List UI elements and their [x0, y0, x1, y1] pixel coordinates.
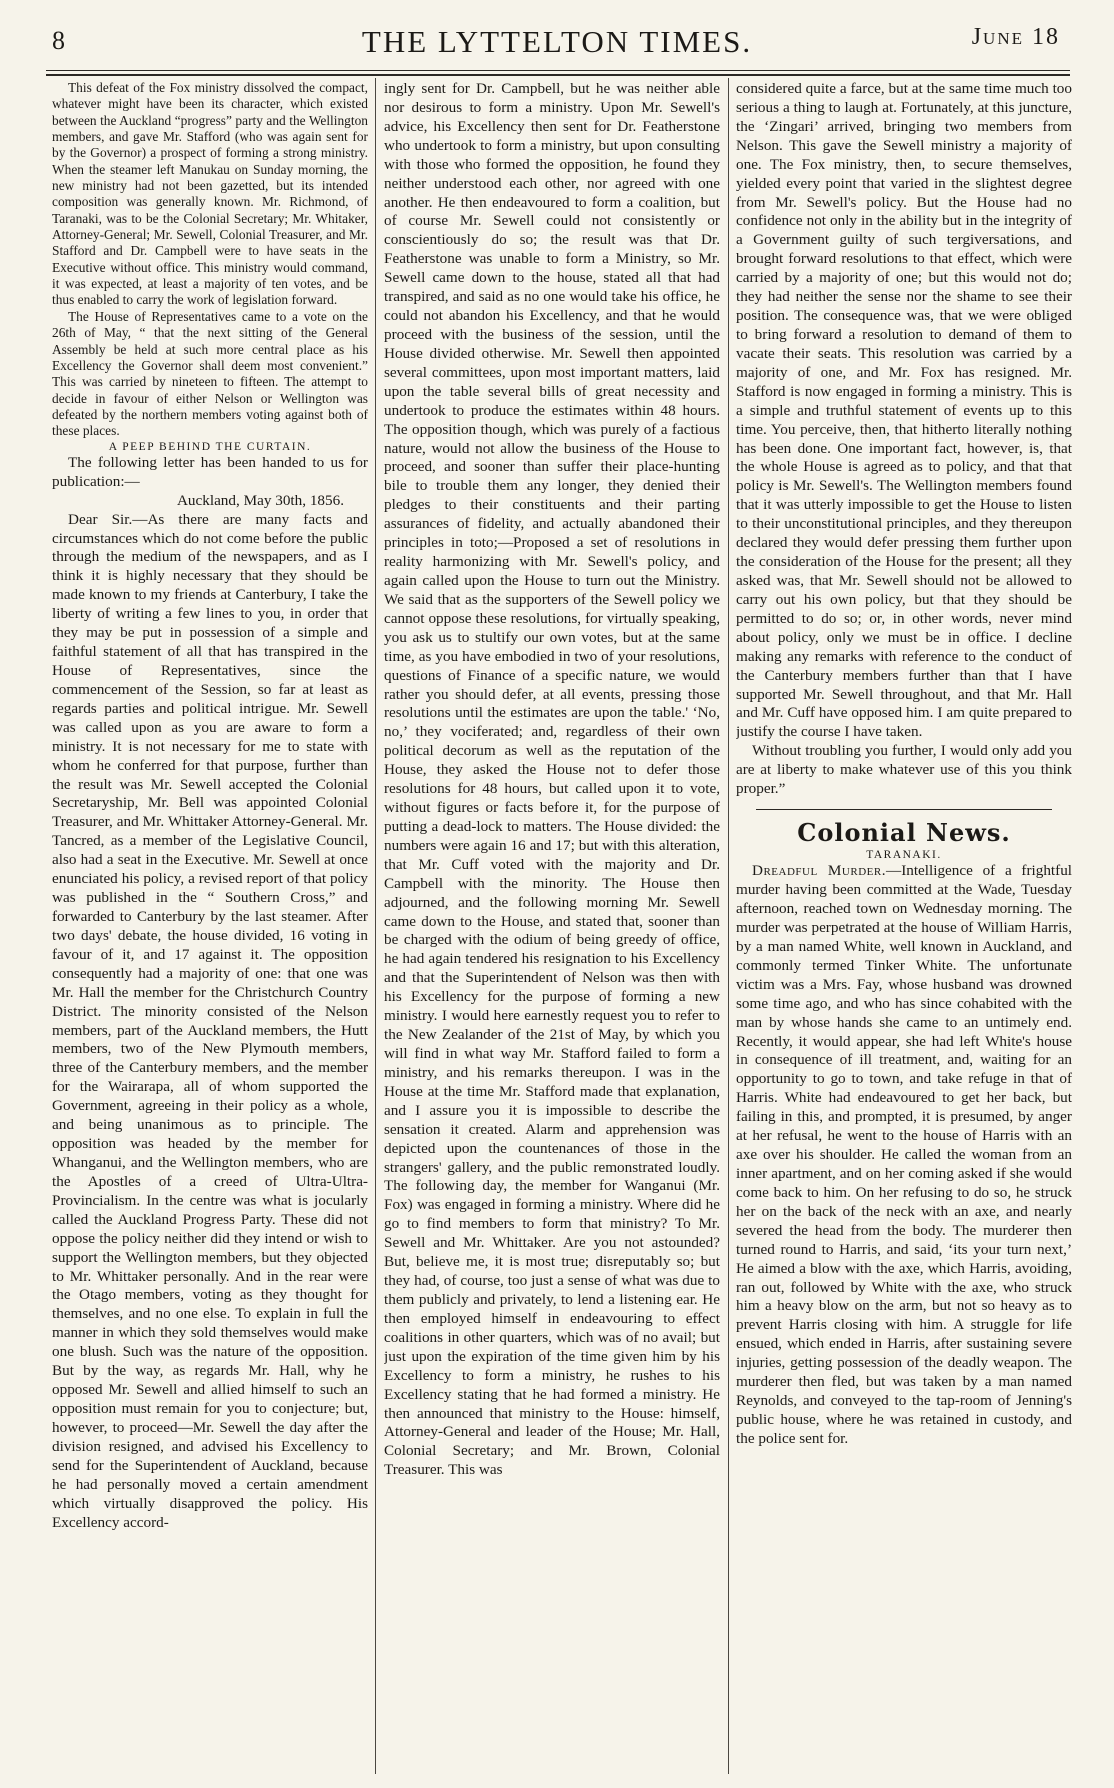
letter-continuation-2: considered quite a farce, but at the same time much too serious a thing to laugh at. Fortunately, at this juncture, the ‘Zingari’ arrived, bringing two members from Nelson. This gave the Sewell ministry a majority of one. The Fox ministry, then, to secure themselves, yielded every point that varied in the slightest degree from Mr. Sewell's policy. But the House had no confidence not only in the ability but in the integrity of a Government guilty of such tergiversations, and brought forward resolutions to that effect, which were carried by a majority of one; but this would not do; they had neither the sense nor the shame to see their position. The consequence was, that we were obliged to bring forward a resolution to demand of them to vacate their seats. This resolution was carried by a majority of one, and Mr. Fox has resigned. Mr. Stafford is now engaged in forming a ministry. This is a simple and truthful statement of events up to this time. You perceive, then, that hitherto literally nothing has been done. One important fact, however, is, that the whole House is agreed as to policy, and that that policy is Mr. Sewell's. The Wellington members found that it was utterly impossible to get the House to listen to their unconstitutional principles, and they thereupon declared they would defer pressing them further upon the consideration of the House for the present; all they asked was, that Mr. Sewell should not be allowed to carry out his own policy, but that they should be permitted to do so; or, in other words, never mind about policy, only we must be in office. I decline making any remarks with reference to the conduct of the Canterbury members further than that I have supported Mr. Sewell throughout, and that Mr. Hall and Mr. Cuff have opposed him. I am quite prepared to justify the course I have taken.	[736, 80, 1072, 741]
column-1	[52, 80, 368, 1774]
column-3	[736, 80, 1072, 1774]
page-number: 8	[52, 26, 65, 55]
letter-dateline: Auckland, May 30th, 1856.	[176, 491, 344, 509]
column-2	[384, 80, 720, 1774]
newspaper-title: THE LYTTELTON TIMES.	[361, 24, 753, 59]
political-news-paragraph-2: The House of Representatives came to a vote on the 26th of May, “ that the next sitting of the General Assembly be held at such more central place as his Excellency the Governor shall deem most convenient.” This was carried by nineteen to fifteen. The attempt to decide in favour of either Nelson or Wellington was defeated by the northern members voting against both of these places.	[52, 308, 368, 439]
header-rule-thin	[46, 70, 1070, 71]
letter-continuation: ingly sent for Dr. Campbell, but he was neither able nor desirous to form a ministry. Upon Mr. Sewell's advice, his Excellency then sent for Dr. Featherstone who undertook to form a ministry, but upon consulting with those who formed the opposition, he found they neither understood each other, nor agreed with one another. He then endeavoured to form a coalition, but of course Mr. Sewell could not consistently or conscientiously do so; the result was that Dr. Featherstone was unable to form a Ministry, so Mr. Sewell came down to the house, stated all that had transpired, and said as no one would take his office, he could not abandon his Excellency, and that he would proceed with the business of the session, until the House divided otherwise. Mr. Sewell then appointed several committees, upon most important matters, laid upon the table several bills of great necessity and undertook to produce the estimates within 48 hours. The opposition though, which was purely of a factious nature, would not allow the business of the House to proceed, and sooner than suffer their place-hunting bile to trouble them any longer, they denied their pledges to their constituents and their parting assurances of fidelity, and actually abandoned their principles in toto;—Proposed a set of resolutions in reality harmonizing with Mr. Sewell's policy, and again called upon the House to turn out the Ministry. We said that as the supporters of the Sewell policy we cannot oppose these resolutions, for virtually speaking, you ask us to stultify our own votes, but at the same time, as you have embodied in two of your resolutions, questions of Finance of a specific nature, we would rather you should defer, at all events, pressing those resolutions until the estimates are upon the table.' ‘No, no,’ they vociferated; and, regardless of their own political decorum as well as the reputation of the House, they asked the House not to defer those resolutions for 48 hours, but called upon it to vote, without figures or facts before it, for the purpose of putting a dead-lock to matters. The House divided: the numbers were again 16 and 17; but with this alteration, that Mr. Cuff voted with the majority and Dr. Campbell with the minority. The House then adjourned, and the following morning Mr. Sewell came down to the House, and stated that, sooner than be charged with the odium of being greedy of office, he had again tendered his resignation to his Excellency and that the Superintendent of Nelson was then with his Excellency for the purpose of forming a new ministry. I would here earnestly request you to refer to the New Zealander of the 21st of May, by which you will find in what way Mr. Stafford failed to form a ministry, and his remarks thereupon. I was in the House at the time Mr. Stafford made that explanation, and I assure you it is impossible to describe the sensation it created. Alarm and apprehension was depicted upon the countenances of those in the strangers' gallery, and the public remonstrated loudly. The following day, the member for Wanganui (Mr. Fox) was engaged in forming a ministry. Where did he go to find members to form that ministry? To Mr. Sewell and Mr. Whittaker. Are you not astounded? But, believe me, it is most true; disreputably so; but they had, of course, too just a sense of what was due to them publicly and privately, to lend a listening ear. He then employed himself in endeavouring to effect coalitions in other quarters, which was of no avail; but just upon the expiration of the time given him by his Excellency to form a ministry, he rushes to his Excellency stating that he had formed a ministry. He then announced that ministry to the House: himself, Attorney-General and leader of the House; Mr. Hall, Colonial Secretary; and Mr. Brown, Colonial Treasurer. This was	[384, 80, 720, 1479]
section-rule	[756, 809, 1052, 810]
section-heading: A PEEP BEHIND THE CURTAIN.	[108, 440, 312, 453]
murder-article	[736, 862, 1072, 1449]
column-divider-2	[728, 78, 729, 1774]
taranaki-subheading: TARANAKI.	[866, 848, 942, 861]
colonial-news-heading: Colonial News.	[797, 818, 1011, 848]
header-rule-thick	[46, 74, 1070, 76]
letter-closing: Without troubling you further, I would only add you are at liberty to make whatever use of this you think proper.”	[736, 742, 1072, 798]
letter-paragraph-1: Dear Sir.—As there are many facts and circumstances which do not come before the public through the medium of the newspapers, and as I think it is highly necessary that they should be made known to my friends at Canterbury, I take the liberty of writing a few lines to you, in order that they may be put in possession of a simple and faithful statement of all that has transpired in the House of Representatives, since the commencement of the Session, so far at least as regards parties and political intrigue. Mr. Sewell was called upon as you are aware to form a ministry. It is not necessary for me to state with whom he conferred for that purpose, further than the result was Mr. Sewell accepted the Colonial Secretaryship, Mr. Bell was appointed Colonial Treasurer, and Mr. Whittaker Attorney-General. Mr. Tancred, as a member of the Legislative Council, also had a seat in the Executive. Mr. Sewell at once enunciated his policy, a revised report of that policy was published in the “ Southern Cross,” and forwarded to Canterbury by the last steamer. After two days' debate, the house divided, 16 voting in favour of it, and 17 against it. The opposition consequently had a majority of one: that one was Mr. Hall the member for the Christchurch Country District. The minority consisted of the Nelson members, part of the Auckland members, the Hutt members, two of the New Plymouth members, three of the Canterbury members, and the member for the Wairarapa, all of whom supported the Government, agreeing in their policy as a whole, and being unanimous as to principle. The opposition was headed by the member for Whanganui, and the Wellington members, who are the Apostles of a creed of Ultra-Ultra-Provincialism. In the centre was what is jocularly called the Auckland Progress Party. These did not oppose the policy neither did they intend or wish to support the Wellington members, but they objected to Mr. Whittaker personally. And in the rear were the Otago members, voting as they thought for themselves, and no one else. To explain in full the manner in which they sold themselves would make one blush. Such was the nature of the opposition. But by the way, as regards Mr. Hall, why he opposed Mr. Sewell and allied himself to such an opposition must remain for you to conjecture; but, however, to proceed—Mr. Sewell the day after the division resigned, and advised his Excellency to send for the Superintendent of Auckland, because he had personally moved a certain amendment which virtually disapproved the policy. His Excellency accord-	[52, 510, 368, 1531]
murder-article-lead: Dreadful Murder.	[752, 862, 886, 880]
issue-date: June 18	[971, 24, 1060, 50]
murder-article-text: —Intelligence of a frightful murder having been committed at the Wade, Tuesday afternoon, reached town on Wednesday morning. The murder was perpetrated at the house of William Harris, by a man named White, well known in Auckland, and commonly termed Tinker White. The unfortunate victim was a Mrs. Fay, whose husband was drowned some time ago, and who has since cohabited with the man by whose hands she came to an untimely end. Recently, it would appear, she had left White's house in consequence of ill treatment, and, waiting for an opportunity to go to town, and take refuge in that of Harris. White had endeavoured to get her back, but failing in this, and prompted, it is presumed, by anger at her refusal, he went to the house of Harris with an axe over his shoulder. He called the woman from an inner apartment, and on her coming asked if she would come back to him. On her refusing to do so, he struck her on the back of the neck with an axe, and nearly severed the head from the body. The murderer then turned round to Harris, and said, ‘its your turn next,’ He aimed a blow with the axe, which Harris, avoiding, ran out, followed by White with the axe, who struck him a heavy blow on the arm, but not so heavy as to prevent Harris closing with him. A struggle for life ensued, which ended in Harris, after sustaining severe injuries, getting possession of the deadly weapon. The murderer then fled, but was taken by a man named Reynolds, and conveyed to the tap-room of Jenning's public house, where he was retained in custody, and the police sent for.	[736, 862, 1072, 1447]
column-divider-1	[375, 78, 376, 1774]
political-news-paragraph-1: This defeat of the Fox ministry dissolved the compact, whatever might have been its character, which existed between the Auckland “progress” party and the Wellington members, and gave Mr. Stafford (who was again sent for by the Governor) a prospect of forming a strong ministry. When the steamer left Manukau on Sunday morning, the new ministry had not been gazetted, but its intended composition was generally known. Mr. Richmond, of Taranaki, was to be the Colonial Secretary; Mr. Whitaker, Attorney-General; Mr. Sewell, Colonial Treasurer, and Mr. Stafford and Dr. Campbell were to have seats in the Executive without office. This ministry would command, it was expected, at least a majority of ten votes, and be thus enabled to carry the work of legislation forward.	[52, 80, 368, 308]
letter-intro: The following letter has been handed to us for publication:—	[52, 453, 368, 490]
page-header	[40, 18, 1074, 64]
